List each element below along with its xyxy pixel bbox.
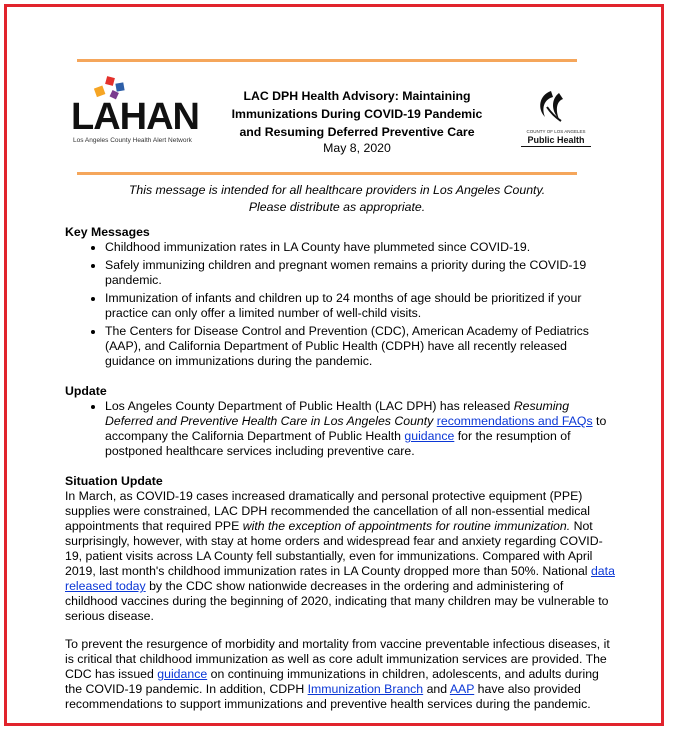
aap-link[interactable]: AAP	[449, 682, 475, 696]
public-health-text: Public Health	[521, 135, 591, 147]
cdc-guidance-link[interactable]: guidance	[157, 667, 208, 681]
situation-heading: Situation Update	[65, 474, 163, 488]
advisory-title	[207, 87, 507, 141]
cdph-guidance-link[interactable]: guidance	[404, 429, 455, 443]
list-item: • Safely immunizing children and pregnant women remains a priority during the COVID-19 pandemic.	[105, 258, 617, 288]
key-messages-list	[65, 240, 617, 369]
title-line: Immunizations During COVID-19 Pandemic	[231, 107, 483, 121]
list-item: • Childhood immunization rates in LA County have plummeted since COVID-19.	[105, 240, 617, 255]
title-line: LAC DPH Health Advisory: Maintaining	[243, 89, 471, 103]
list-item: • Immunization of infants and children up to 24 months of age should be prioritized if your practice can only offer a limited number of well-child visits.	[105, 291, 617, 321]
public-health-logo	[521, 87, 591, 151]
situation-italic: with the exception of appointments for routine immunization.	[242, 519, 571, 533]
situation-paragraph-2: To prevent the resurgence of morbidity and mortality from vaccine preventable infectious diseases, it is critical that childhood immunization as well as core adult immunization services are provided. The CDC has issued guidance on continuing immunizations in children, adolescents, and adults during the COVID-19 pandemic. In addition, CDPH Immunization Branch and AAP have also provided recommendations to support immunizations and preventive health services during the pandemic.	[65, 637, 610, 711]
update-text: Los Angeles County Department of Public Health (LAC DPH) has released	[105, 399, 514, 413]
lahan-logo	[71, 77, 201, 147]
public-health-county: COUNTY OF LOS ANGELES	[526, 129, 586, 134]
situation-paragraph-1: In March, as COVID-19 cases increased dramatically and personal protective equipment (PPE) supplies were constrained, LAC DPH recommended the cancellation of all non-essential medical appointments that required PPE with the exception of appointments for routine immunization. Not surprisingly, however, with stay at home orders and widespread fear and anxiety regarding COVID-19, patient visits across LA County fell substantially, even for immunizations. Compared with April 2019, last month's childhood immunization rates in LA County dropped more than 50%. National data released today by the CDC show nationwide decreases in the ordering and administering of childhood vaccines during the beginning of 2020, indicating that many children may be vulnerable to serious disease.	[65, 489, 615, 623]
recommendations-link[interactable]: recommendations and FAQs	[436, 414, 593, 428]
lahan-logo-text: LAHAN	[71, 96, 199, 138]
public-health-emblem-icon	[521, 87, 591, 127]
advisory-date: May 8, 2020	[323, 141, 391, 155]
update-heading: Update	[65, 384, 107, 398]
list-item	[105, 399, 617, 459]
intro-message	[67, 182, 607, 216]
lahan-logo-subtitle: Los Angeles County Health Alert Network	[73, 137, 192, 144]
title-line: and Resuming Deferred Preventive Care	[239, 125, 475, 139]
immunization-branch-link[interactable]: Immunization Branch	[307, 682, 424, 696]
update-italic-title: Resuming Deferred and Preventive Health Care in Los Angeles County	[105, 399, 570, 428]
header-rule-top	[77, 59, 577, 62]
document-frame	[4, 4, 664, 726]
update-list	[65, 399, 617, 459]
key-messages-heading: Key Messages	[65, 225, 150, 239]
intro-line: This message is intended for all healthcare providers in Los Angeles County.	[128, 183, 546, 197]
update-text: for the resumption of postponed healthcare services including preventive care.	[105, 429, 571, 458]
data-released-link[interactable]: data released today	[65, 564, 615, 593]
list-item: • The Centers for Disease Control and Prevention (CDC), American Academy of Pediatrics (AAP), and California Department of Public Health (CDPH) have all recently released guidance on immunizations during the pandemic.	[105, 324, 617, 369]
update-text: to accompany the California Department of Public Health	[105, 414, 607, 443]
intro-line: Please distribute as appropriate.	[248, 200, 426, 214]
advisory-body	[65, 225, 617, 712]
header-rule-bottom	[77, 172, 577, 175]
